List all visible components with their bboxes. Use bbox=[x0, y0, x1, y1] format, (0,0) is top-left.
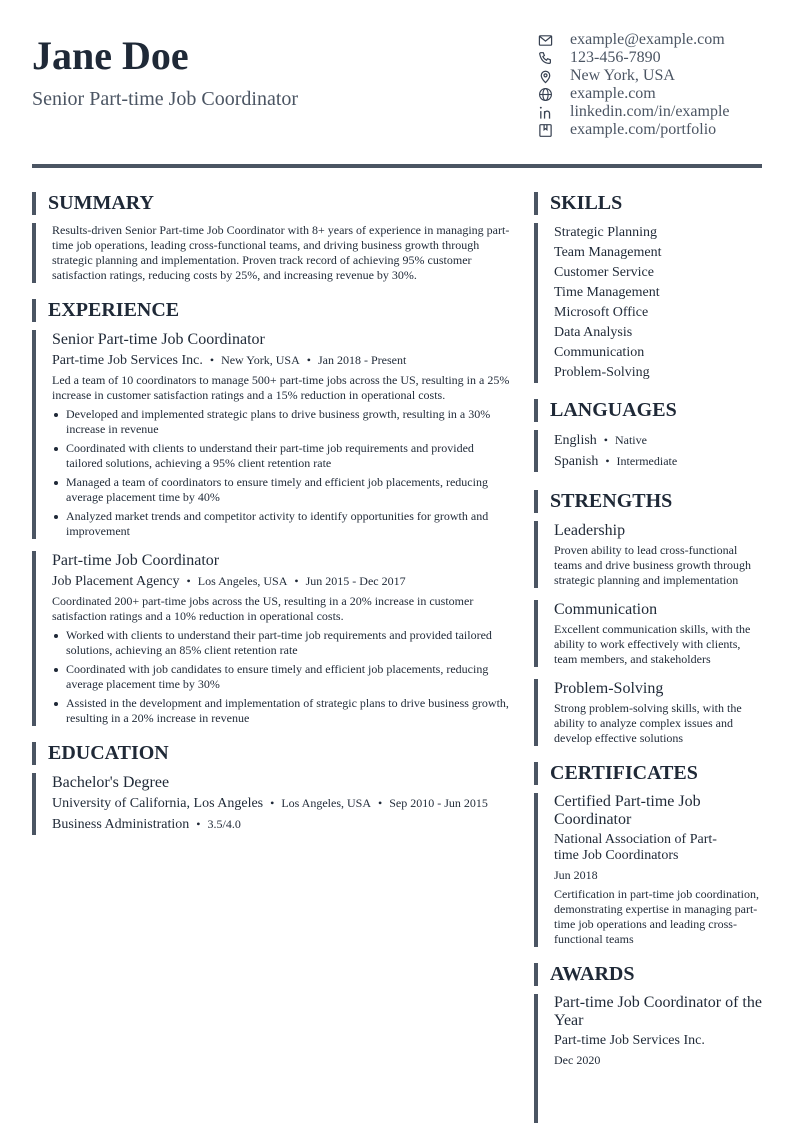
skill-item: Customer Service bbox=[554, 265, 654, 280]
education-dates: Sep 2010 - Jun 2015 bbox=[389, 796, 488, 810]
languages-section bbox=[534, 430, 762, 472]
job-location: Los Angeles, USA bbox=[197, 574, 288, 588]
job-bullets bbox=[52, 407, 512, 539]
strength-item bbox=[534, 521, 762, 588]
education-field-line bbox=[52, 814, 512, 835]
education-school: University of California, Los Angeles bbox=[52, 796, 264, 811]
header-divider bbox=[32, 164, 762, 168]
contact-website[interactable] bbox=[536, 85, 730, 103]
strength-title: Leadership bbox=[554, 522, 626, 539]
job-meta bbox=[52, 571, 512, 592]
separator-dot: • bbox=[603, 433, 608, 447]
award-org: Part-time Job Services Inc. bbox=[554, 1033, 705, 1048]
job-bullets bbox=[52, 628, 512, 726]
strength-item bbox=[534, 600, 762, 667]
job-description: Led a team of 10 coordinators to manage 500+ part-time jobs across the US, resulting in a 25% increase in customer satisfaction ratings and a 15% reduction in operational costs. bbox=[52, 373, 510, 402]
job-entry bbox=[32, 330, 512, 539]
contact-email[interactable] bbox=[536, 31, 730, 49]
contact-location bbox=[536, 67, 730, 85]
education-gpa: 3.5/4.0 bbox=[207, 817, 241, 831]
job-company: Job Placement Agency bbox=[52, 574, 180, 589]
strength-description: Strong problem-solving skills, with the ability to analyze complex issues and develop effective solutions bbox=[554, 701, 742, 745]
job-dates: Jan 2018 - Present bbox=[317, 353, 407, 367]
job-bullet: Analyzed market trends and competitor activity to identify opportunities for growth and improvement bbox=[52, 509, 512, 539]
experience-heading: EXPERIENCE bbox=[32, 299, 512, 322]
job-description: Coordinated 200+ part-time jobs across the US, resulting in a 20% increase in customer satisfaction ratings and a 10% reduction in operational costs. bbox=[52, 594, 474, 623]
main-column bbox=[32, 192, 512, 835]
education-field: Business Administration bbox=[52, 817, 190, 832]
language-name: Spanish bbox=[554, 454, 599, 469]
languages-heading: LANGUAGES bbox=[534, 399, 762, 422]
linkedin-icon bbox=[536, 103, 554, 121]
job-location: New York, USA bbox=[221, 353, 300, 367]
language-name: English bbox=[554, 433, 597, 448]
job-company: Part-time Job Services Inc. bbox=[52, 353, 203, 368]
skill-item: Time Management bbox=[554, 285, 660, 300]
language-level: Native bbox=[614, 433, 647, 447]
portfolio-icon bbox=[536, 121, 554, 139]
language-item bbox=[554, 451, 762, 472]
skill-item: Problem-Solving bbox=[554, 365, 650, 380]
separator-dot: • bbox=[270, 796, 275, 810]
phone-icon bbox=[536, 49, 554, 67]
skill-item: Data Analysis bbox=[554, 325, 633, 340]
skill-item: Microsoft Office bbox=[554, 305, 649, 320]
job-title: Part-time Job Coordinator bbox=[52, 552, 220, 569]
job-dates: Jun 2015 - Dec 2017 bbox=[305, 574, 406, 588]
contact-linkedin[interactable] bbox=[536, 103, 730, 121]
strength-title: Problem-Solving bbox=[554, 680, 664, 697]
certificate-description: Certification in part-time job coordination, demonstrating expertise in managing part-time job operations and leading cross-functional teams bbox=[554, 887, 759, 946]
strength-item bbox=[534, 679, 762, 746]
candidate-title: Senior Part-time Job Coordinator bbox=[32, 88, 299, 110]
education-degree: Bachelor's Degree bbox=[52, 774, 170, 791]
separator-dot: • bbox=[209, 353, 215, 367]
contact-website-text: example.com bbox=[570, 85, 656, 102]
job-bullet: Worked with clients to understand their part-time job requirements and provided tailored solutions, achieving an 85% client retention rate bbox=[52, 628, 512, 658]
separator-dot: • bbox=[378, 796, 383, 810]
job-title: Senior Part-time Job Coordinator bbox=[52, 331, 265, 348]
award-date: Dec 2020 bbox=[554, 1053, 601, 1067]
separator-dot: • bbox=[306, 353, 311, 367]
education-location: Los Angeles, USA bbox=[281, 796, 372, 810]
summary-heading: SUMMARY bbox=[32, 192, 512, 215]
separator-dot: • bbox=[186, 574, 191, 588]
skill-item: Team Management bbox=[554, 245, 662, 260]
contact-phone-text: 123-456-7890 bbox=[570, 49, 661, 66]
contact-phone[interactable] bbox=[536, 49, 730, 67]
award-item bbox=[534, 994, 762, 1123]
skill-item: Communication bbox=[554, 345, 645, 360]
mail-icon bbox=[536, 31, 554, 49]
language-level: Intermediate bbox=[616, 454, 678, 468]
certificate-org: National Association of Part-time Job Coordinators bbox=[554, 832, 717, 863]
skills-section bbox=[534, 223, 762, 383]
awards-heading: AWARDS bbox=[534, 963, 762, 986]
certificate-title: Certified Part-time Job Coordinator bbox=[554, 793, 701, 828]
certificates-heading: CERTIFICATES bbox=[534, 762, 762, 785]
contact-list bbox=[536, 31, 730, 139]
location-pin-icon bbox=[536, 67, 554, 85]
contact-email-text: example@example.com bbox=[570, 31, 725, 48]
award-title: Part-time Job Coordinator of the Year bbox=[554, 994, 762, 1029]
job-entry bbox=[32, 551, 512, 726]
summary-section bbox=[32, 223, 512, 283]
language-item bbox=[554, 430, 762, 451]
contact-portfolio[interactable] bbox=[536, 121, 730, 139]
job-bullet: Coordinated with job candidates to ensure timely and efficient job placements, reducing average placement time by 30% bbox=[52, 662, 512, 692]
separator-dot: • bbox=[196, 817, 201, 831]
summary-text: Results-driven Senior Part-time Job Coordinator with 8+ years of experience in managing part-time job operations, leading cross-functional teams, and driving business growth through strategic planning and implementation. Proven track record of achieving 95% customer satisfaction ratings, reducing costs by 25%, and increasing revenue by 30%. bbox=[52, 223, 510, 282]
job-bullet: Coordinated with clients to understand their part-time job requirements and provided tailored solutions, achieving a 95% client retention rate bbox=[52, 441, 512, 471]
strength-title: Communication bbox=[554, 601, 658, 618]
strengths-heading: STRENGTHS bbox=[534, 490, 762, 513]
separator-dot: • bbox=[294, 574, 299, 588]
contact-linkedin-text: linkedin.com/in/example bbox=[570, 103, 730, 120]
job-bullet: Managed a team of coordinators to ensure timely and efficient job placements, reducing average placement time by 40% bbox=[52, 475, 512, 505]
candidate-name: Jane Doe bbox=[32, 33, 189, 78]
strength-description: Proven ability to lead cross-functional teams and drive business growth through strategic planning and implementation bbox=[554, 543, 751, 587]
skill-item: Strategic Planning bbox=[554, 225, 658, 240]
globe-icon bbox=[536, 85, 554, 103]
certificate-date: Jun 2018 bbox=[554, 868, 598, 882]
certificate-item bbox=[534, 793, 762, 947]
education-meta bbox=[52, 793, 512, 814]
job-bullet: Assisted in the development and implementation of strategic plans to drive business growth, resulting in a 20% increase in revenue bbox=[52, 696, 512, 726]
side-column bbox=[534, 192, 762, 1123]
job-meta bbox=[52, 350, 512, 371]
job-bullet: Developed and implemented strategic plans to drive business growth, resulting in a 30% increase in revenue bbox=[52, 407, 512, 437]
education-entry bbox=[32, 773, 512, 835]
contact-location-text: New York, USA bbox=[570, 67, 675, 84]
skills-heading: SKILLS bbox=[534, 192, 762, 215]
strength-description: Excellent communication skills, with the ability to work effectively with clients, team members, and stakeholders bbox=[554, 622, 751, 666]
contact-portfolio-text: example.com/portfolio bbox=[570, 121, 717, 138]
separator-dot: • bbox=[605, 454, 610, 468]
education-heading: EDUCATION bbox=[32, 742, 512, 765]
